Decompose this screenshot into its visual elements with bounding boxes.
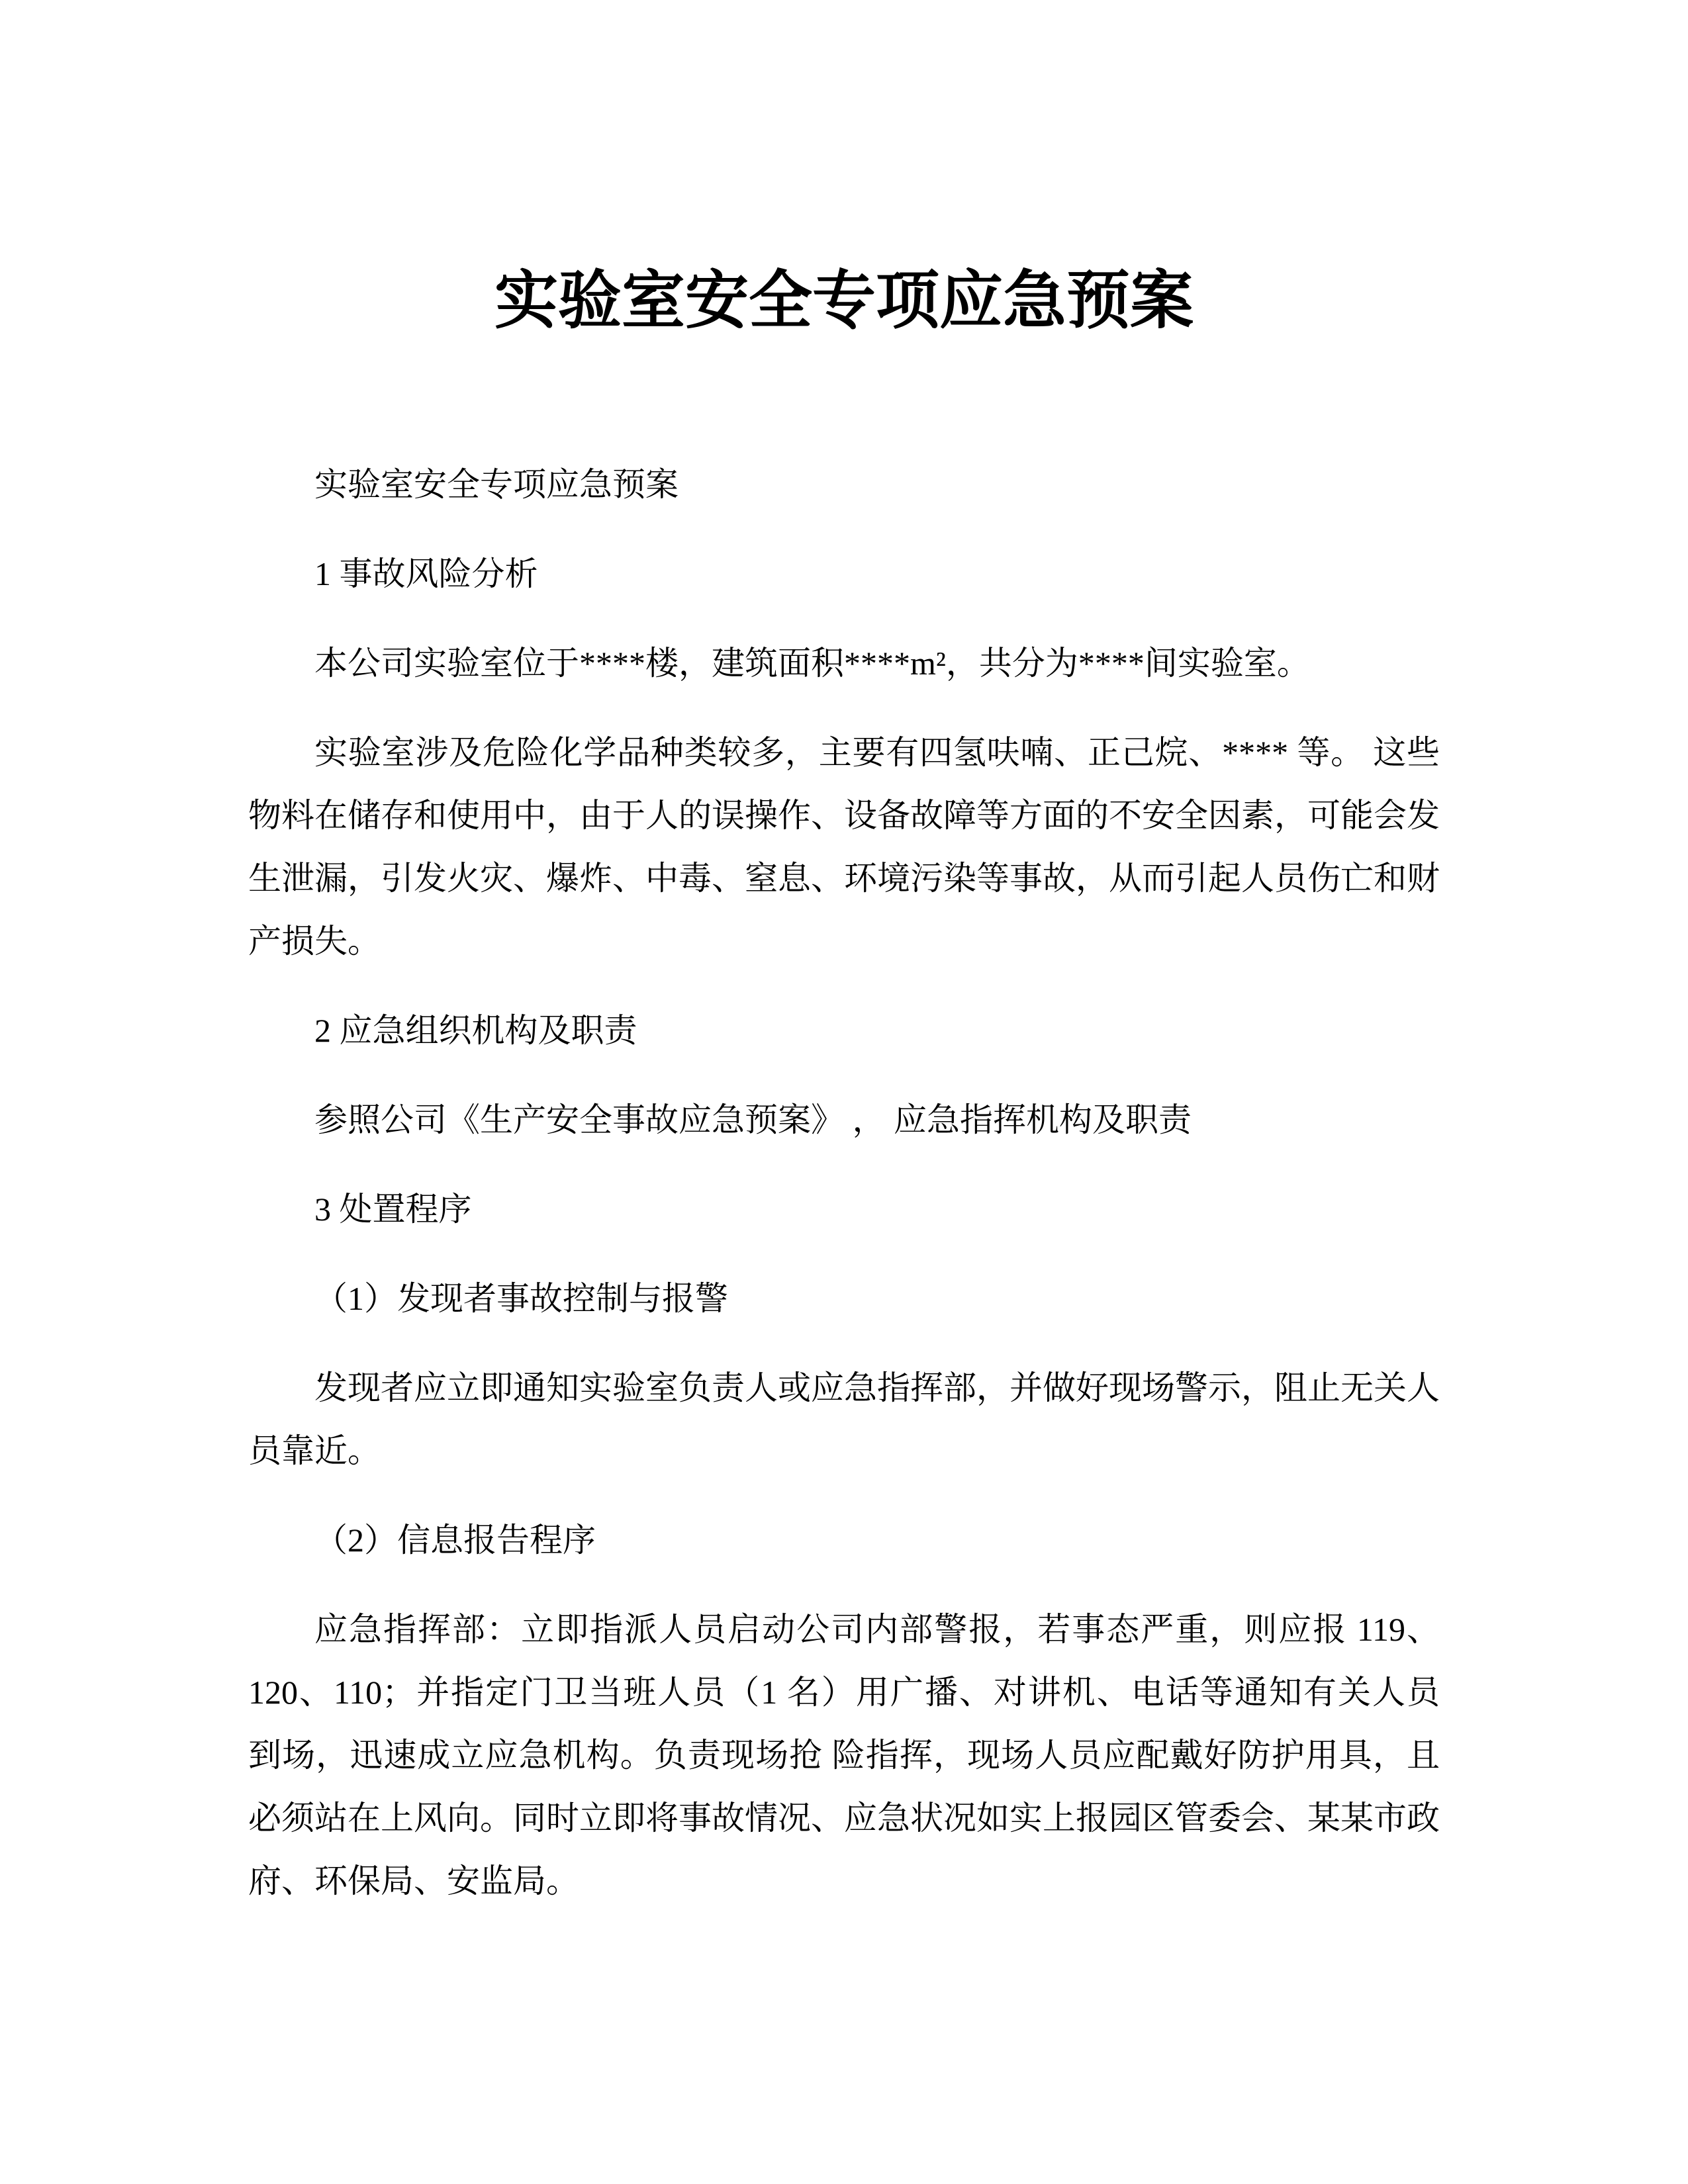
text-line: 参照公司《生产安全事故应急预案》 ， 应急指挥机构及职责 bbox=[314, 1101, 1192, 1138]
paragraph bbox=[248, 632, 1440, 695]
paragraph bbox=[248, 453, 1440, 516]
text-line: 实验室安全专项应急预案 bbox=[314, 466, 679, 503]
document-title: 实验室安全专项应急预案 bbox=[494, 265, 1194, 336]
paragraph bbox=[248, 1598, 1440, 1913]
paragraph bbox=[248, 543, 1440, 606]
text-line: 本公司实验室位于****楼，建筑面积****m²，共分为****间实验室。 bbox=[314, 645, 1310, 682]
document-body bbox=[248, 453, 1440, 1913]
text-line: 120、110；并指定门卫当班人员（1 名）用广播、对讲机、电话等通知有关人员 bbox=[248, 1674, 1440, 1711]
text-line: 3 处置程序 bbox=[314, 1191, 472, 1228]
text-line: 产损失。 bbox=[248, 923, 381, 960]
text-line: （1）发现者事故控制与报警 bbox=[314, 1280, 728, 1317]
text-line: 必须站在上风向。同时立即将事故情况、应急状况如实上报园区管委会、某某市政 bbox=[248, 1799, 1440, 1837]
paragraph bbox=[248, 1357, 1440, 1482]
text-line: 应急指挥部：立即指派人员启动公司内部警报，若事态严重，则应报 119、 bbox=[314, 1611, 1440, 1648]
text-line: 实验室涉及危险化学品种类较多，主要有四氢呋喃、正己烷、**** 等。 这些 bbox=[314, 734, 1440, 771]
paragraph bbox=[248, 1178, 1440, 1241]
text-line: 府、环保局、安监局。 bbox=[248, 1862, 579, 1899]
text-line: 发现者应立即通知实验室负责人或应急指挥部，并做好现场警示，阻止无关人 bbox=[314, 1369, 1440, 1406]
paragraph bbox=[248, 1509, 1440, 1572]
text-line: 2 应急组织机构及职责 bbox=[314, 1012, 637, 1049]
text-line: 到场，迅速成立应急机构。负责现场抢 险指挥，现场人员应配戴好防护用具，且 bbox=[248, 1737, 1440, 1774]
paragraph bbox=[248, 1267, 1440, 1330]
paragraph bbox=[248, 1089, 1440, 1152]
paragraph bbox=[248, 999, 1440, 1062]
paragraph bbox=[248, 721, 1440, 973]
text-line: 物料在储存和使用中，由于人的误操作、设备故障等方面的不安全因素，可能会发 bbox=[248, 797, 1440, 834]
text-line: 生泄漏，引发火灾、爆炸、中毒、窒息、环境污染等事故，从而引起人员伤亡和财 bbox=[248, 860, 1440, 897]
text-line: 1 事故风险分析 bbox=[314, 555, 538, 592]
text-line: 员靠近。 bbox=[248, 1432, 381, 1469]
text-line: （2）信息报告程序 bbox=[314, 1522, 596, 1559]
